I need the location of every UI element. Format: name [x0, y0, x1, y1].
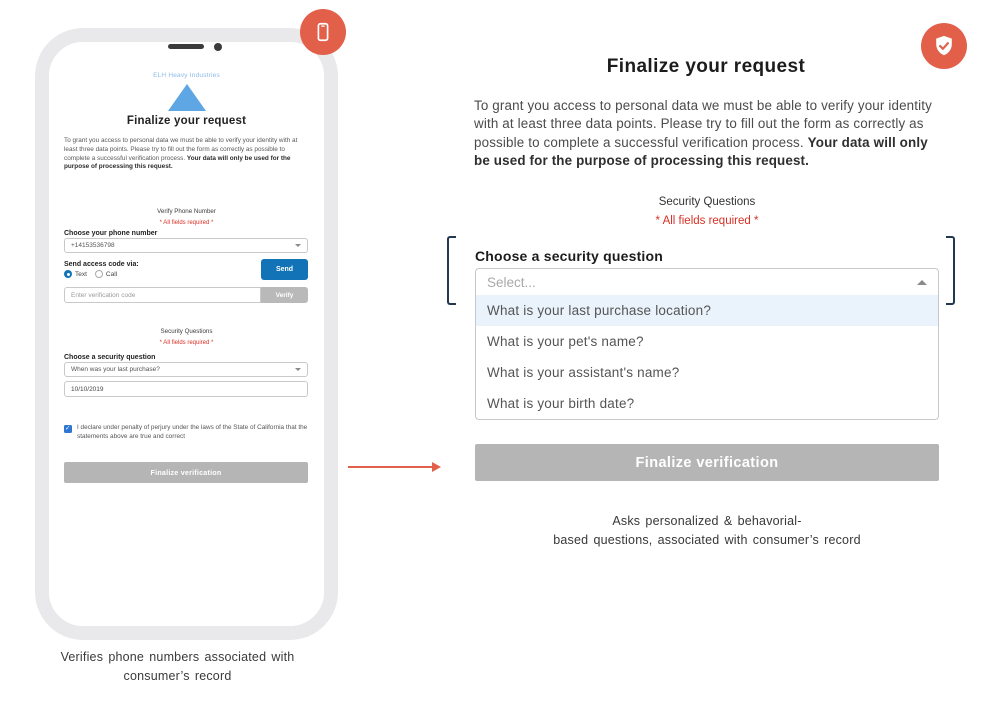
callout-bracket-right	[946, 236, 955, 305]
detail-page-title: Finalize your request	[606, 56, 806, 77]
phone-required-note-2: * All fields required *	[159, 340, 214, 346]
phone-finalize-button[interactable]: Finalize verification	[64, 462, 308, 483]
phone-caption-line1: Verifies phone numbers associated with	[60, 650, 295, 664]
send-via-label: Send access code via:	[64, 261, 139, 268]
detail-caption-line1: Asks personalized & behavorial-	[612, 514, 802, 528]
radio-text-label: Text	[75, 270, 87, 278]
smartphone-icon	[300, 9, 346, 55]
security-answer-input[interactable]	[64, 381, 308, 397]
option-last-purchase-location[interactable]: What is your last purchase location?	[476, 295, 938, 326]
phone-page-title: Finalize your request	[126, 115, 247, 127]
phone-section-title-verify: Verify Phone Number	[157, 208, 216, 215]
phone-caption	[40, 648, 315, 687]
detail-intro-regular: To grant you access to personal data we must be able to verify your identity with at least three data points. Please try to fill out the form as correctly as possible to complete a successful verification process.	[474, 98, 932, 150]
chevron-down-icon	[295, 244, 301, 247]
phone-number-select[interactable]	[64, 238, 308, 253]
verification-code-input[interactable]	[64, 287, 261, 303]
security-question-select[interactable]	[64, 362, 308, 377]
radio-unselected-icon	[95, 270, 103, 278]
option-birth-date[interactable]: What is your birth date?	[487, 396, 635, 411]
detail-intro-bold: Your data will only be used for the purpose of processing this request.	[474, 134, 928, 169]
phone-number-label: Choose your phone number	[64, 230, 158, 237]
phone-mockup	[35, 28, 338, 640]
security-question-value: When was your last purchase?	[71, 366, 160, 373]
brand-triangle-logo	[168, 84, 206, 111]
detail-question-label: Choose a security question	[475, 248, 664, 264]
radio-selected-icon	[64, 270, 72, 278]
send-code-button[interactable]: Send	[261, 259, 308, 280]
option-assistant-name[interactable]: What is your assistant's name?	[487, 365, 680, 380]
verify-code-button[interactable]: Verify	[261, 287, 308, 303]
security-question-label: Choose a security question	[64, 354, 156, 361]
detail-caption	[474, 512, 940, 551]
phone-screen	[49, 42, 324, 626]
phone-intro-regular: To grant you access to personal data we must be able to verify your identity with at least three data points. Please try to fill out the form as correctly as possible to complete a successful verification process.	[64, 137, 298, 162]
radio-call-option[interactable]	[95, 270, 117, 278]
phone-caption-line2: consumer’s record	[123, 669, 232, 684]
phone-section-title-security: Security Questions	[160, 328, 213, 335]
shield-check-icon	[921, 23, 967, 69]
phone-required-note-1: * All fields required *	[159, 220, 214, 226]
detail-question-select[interactable]	[475, 268, 939, 296]
question-options-list	[475, 295, 939, 420]
declaration-checkbox[interactable]	[64, 425, 72, 433]
phone-speaker	[168, 44, 204, 49]
detail-required-note: * All fields required *	[655, 215, 759, 227]
phone-number-value: +14153536798	[71, 242, 115, 249]
verification-code-row	[64, 287, 308, 303]
detail-caption-line2: based questions, associated with consumer’s record	[553, 533, 861, 548]
send-via-radio-group	[64, 270, 117, 278]
radio-call-label: Call	[105, 270, 118, 278]
phone-intro-bold: Your data will only be used for the purpose of processing this request.	[64, 154, 291, 171]
select-placeholder: Select...	[487, 274, 536, 290]
detail-finalize-button[interactable]: Finalize verification	[475, 444, 939, 481]
radio-text-option[interactable]	[64, 270, 87, 278]
brand-logo-text: ELH Heavy Industries	[153, 72, 220, 79]
chevron-down-icon	[295, 368, 301, 371]
option-pet-name[interactable]: What is your pet's name?	[487, 334, 644, 349]
detail-section-title: Security Questions	[658, 196, 756, 208]
declaration-row	[64, 423, 310, 442]
phone-camera	[214, 43, 222, 51]
arrow-right-icon	[348, 459, 442, 475]
detail-intro-text	[474, 97, 940, 170]
declaration-text: I declare under penalty of perjury under the laws of the State of California that the statements above are true and correct	[77, 424, 308, 441]
phone-intro-text	[64, 137, 309, 172]
callout-bracket-left	[447, 236, 456, 305]
chevron-up-icon	[917, 280, 927, 285]
